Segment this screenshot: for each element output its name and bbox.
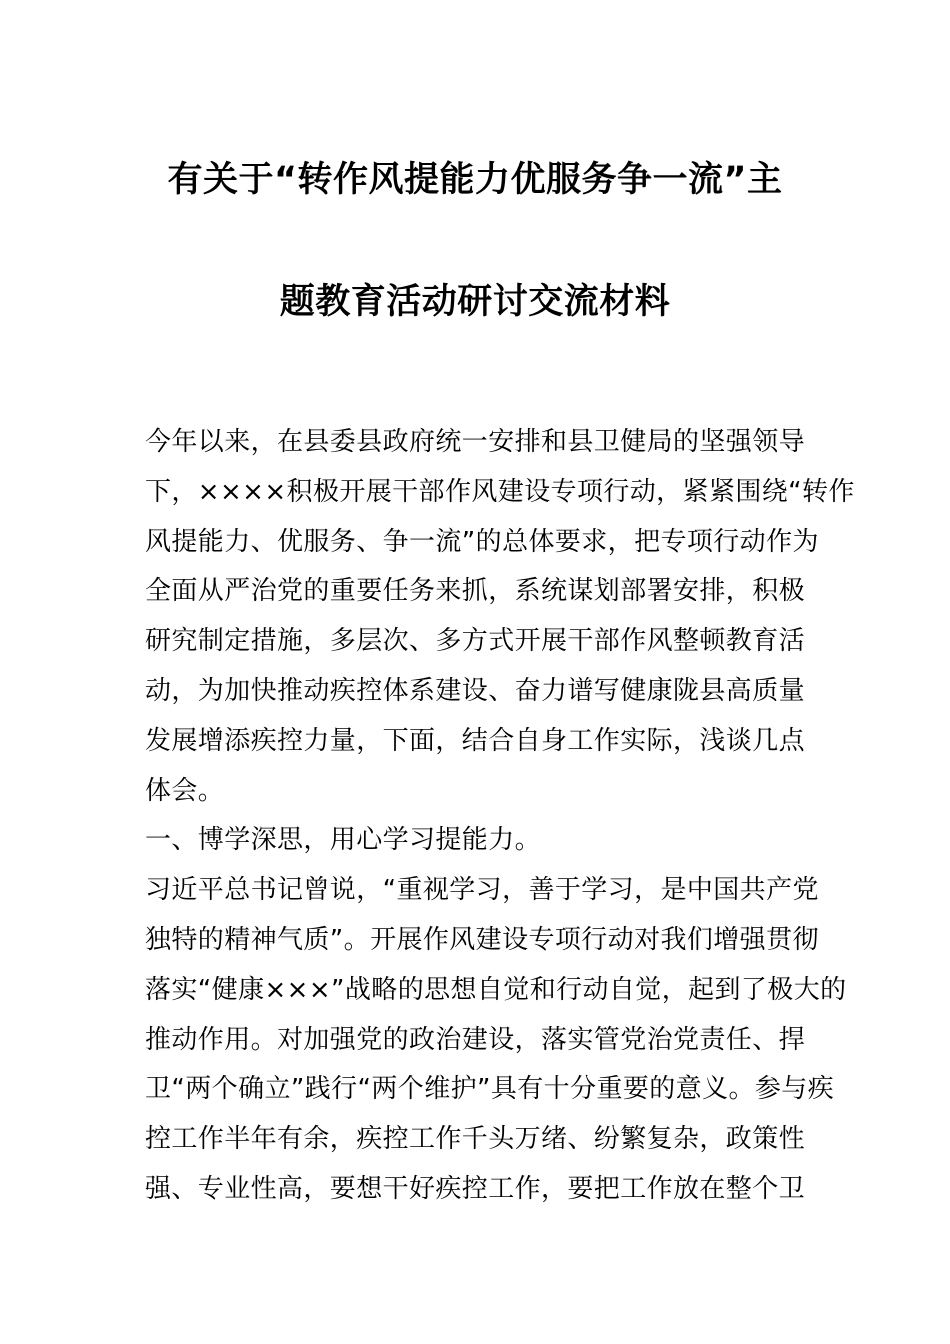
body-line: 落实“健康×××”战略的思想自觉和行动自觉，起到了极大的 [145, 974, 847, 1005]
body-line: 研究制定措施，多层次、多方式开展干部作风整顿教育活 [145, 626, 806, 657]
body-line: 体会。 [145, 775, 225, 806]
body-line: 下，××××积极开展干部作风建设专项行动，紧紧围绕“转作 [145, 476, 855, 507]
body-line: 动，为加快推动疾控体系建设、奋力谱写健康陇县高质量 [145, 675, 806, 706]
document-body [145, 418, 855, 1215]
document-title-line-2: 题教育活动研讨交流材料 [279, 282, 671, 322]
body-line: 推动作用。对加强党的政治建设，落实管党治党责任、捍 [145, 1024, 806, 1055]
body-line: 习近平总书记曾说，“重视学习，善于学习，是中国共产党 [145, 875, 819, 906]
body-line: 今年以来，在县委县政府统一安排和县卫健局的坚强领导 [145, 427, 806, 457]
body-line: 强、专业性高，要想干好疾控工作，要把工作放在整个卫 [145, 1173, 806, 1204]
body-line: 卫“两个确立”践行“两个维护”具有十分重要的意义。参与疾 [145, 1074, 835, 1105]
document-title-line-1: 有关于“转作风提能力优服务争一流”主 [167, 160, 783, 200]
body-line: 发展增添疾控力量，下面，结合自身工作实际，浅谈几点 [145, 725, 806, 756]
body-line: 独特的精神气质”。开展作风建设专项行动对我们增强贯彻 [145, 924, 819, 955]
body-line: 风提能力、优服务、争一流”的总体要求，把专项行动作为 [145, 526, 819, 557]
body-line: 全面从严治党的重要任务来抓，系统谋划部署安排，积极 [145, 576, 806, 607]
section-heading: 一、博学深思，用心学习提能力。 [145, 825, 542, 856]
body-line: 控工作半年有余，疾控工作千头万绪、纷繁复杂，政策性 [145, 1124, 806, 1155]
